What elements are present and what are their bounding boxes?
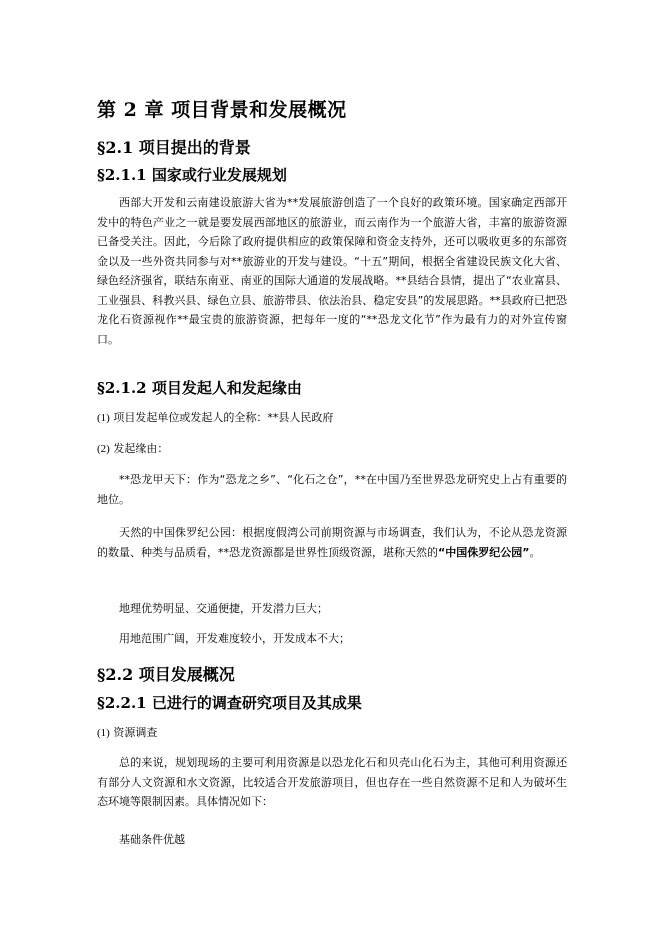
list-number: (1) (97, 727, 110, 739)
dinosaur-homeland-paragraph: **恐龙甲天下：作为“恐龙之乡”、“化石之仓”，**在中国乃至世界恐龙研究史上占有重要的地位。 (97, 473, 567, 506)
section-2-2-1-heading: §2.2.1 已进行的调查研究项目及其成果 (97, 694, 362, 712)
general-resources-paragraph: 总的来说，规划现场的主要可利用资源是以恐龙化石和贝壳山化石为主，其他可利用资源还有部分人文资源和水文资源，比较适合开发旅游项目，但也存在一些自然资源不足和人为破坏生态环境等限制因素。具体情况如下： (97, 756, 567, 808)
basic-conditions-line: 基础条件优越 (119, 833, 185, 846)
jurassic-park-highlight: “中国侏罗纪公园” (438, 545, 530, 559)
list-item-text: 项目发起单位或发起人的全称：**县人民政府 (113, 411, 334, 424)
land-range-line: 用地范围广阔，开发难度较小，开发成本不大； (119, 632, 350, 645)
list-item-reason (97, 441, 168, 457)
jurassic-park-end: 。 (529, 545, 541, 559)
section-2-1-1-heading: §2.1.1 国家或行业发展规划 (97, 166, 287, 184)
section-2-1-2-heading: §2.1.2 项目发起人和发起缘由 (97, 379, 302, 397)
chapter-title: 第 2 章 项目背景和发展概况 (97, 99, 347, 121)
list-number: (2) (97, 443, 110, 455)
section-2-1-heading: §2.1 项目提出的背景 (97, 138, 251, 157)
geo-advantage-line: 地理优势明显、交通便捷，开发潜力巨大； (119, 602, 328, 615)
jurassic-park-paragraph (97, 523, 567, 562)
national-planning-paragraph: 西部大开发和云南建设旅游大省为**发展旅游创造了一个良好的政策环境。国家确定西部开发中的特色产业之一就是要发展西部地区的旅游业，而云南作为一个旅游大省，丰富的旅游资源已备受关注。因此，今后除了政府提供相应的政策保障和资金支持外，还可以吸收更多的东部资金以及一些外资共同参与对**旅游业的开发与建设。“十五”期间，根据全省建设民族文化大省、绿色经济强省，联结东南亚、南亚的国际大通道的发展战略。**县结合县情，提出了“农业富县、工业强县、科教兴县、绿色立县、旅游带县、依法治县、稳定安县”的发展思路。**县政府已把恐龙化石资源视作**最宝贵的旅游资源，把每年一度的“**恐龙文化节”作为最有力的对外宣传窗口。 (97, 196, 567, 346)
list-item-initiator (97, 410, 333, 426)
list-item-text: 资源调查 (113, 726, 158, 739)
list-item-text: 发起缘由： (113, 442, 169, 455)
jurassic-park-text: 天然的中国侏罗纪公园：根据度假湾公司前期资源与市场调查，我们认为，不论从恐龙资源的数量、种类与品质看，**恐龙资源都是世界性顶级资源，堪称天然的 (97, 526, 567, 559)
list-item-resource-survey (97, 725, 157, 741)
section-2-2-heading: §2.2 项目发展概况 (97, 665, 235, 684)
list-number: (1) (97, 412, 110, 424)
